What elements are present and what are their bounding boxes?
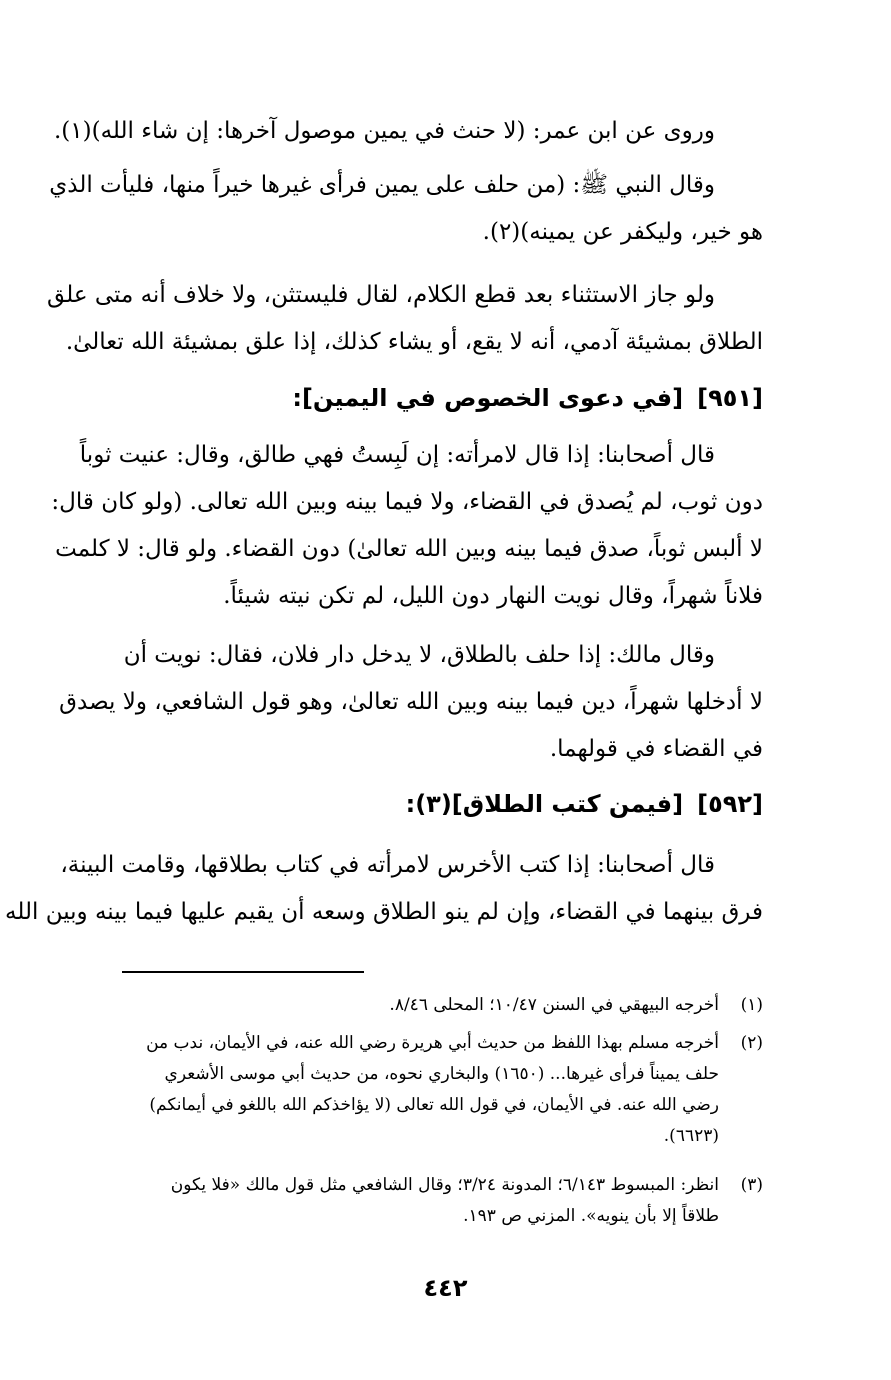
footnote-line: رضي الله عنه. في الأيمان، في قول الله تعالى (لا يؤاخذكم الله باللغو في أيمانكم): [149, 1095, 719, 1115]
footnote-1: [18, 990, 763, 1021]
footnote-3: [18, 1170, 763, 1232]
section-heading-592: [406, 790, 763, 818]
text-line: الطلاق بمشيئة آدمي، أنه لا يقع، أو يشاء كذلك، إذا علق بمشيئة الله تعالىٰ.: [65, 329, 763, 355]
footnote-line: حلف يميناً فرأى غيرها... (١٦٥٠) والبخاري نحوه، من حديث أبي موسى الأشعري: [164, 1064, 719, 1084]
text-line: قال أصحابنا: إذا قال لامرأته: إن لَبِستُ فهي طالق، وقال: عنيت ثوباً: [79, 442, 715, 468]
text-line: فلاناً شهراً، وقال نويت النهار دون الليل، لم تكن نيته شيئاً.: [223, 583, 763, 609]
footnote-marker: (١): [740, 995, 763, 1015]
text-line: وروى عن ابن عمر: (لا حنث في يمين موصول آخرها: إن شاء الله)(١).: [53, 118, 715, 144]
text-line: فرق بينهما في القضاء، وإن لم ينو الطلاق وسعه أن يقيم عليها فيما بينه وبين الله: [5, 899, 763, 925]
footnote-separator: [122, 971, 364, 973]
footnote-2: [18, 1028, 763, 1152]
paragraph-2: [18, 162, 763, 256]
text-line: وقال النبي ﷺ: (من حلف على يمين فرأى غيرها خيراً منها، فليأت الذي: [49, 172, 715, 198]
paragraph-3: [18, 272, 763, 366]
text-line: في القضاء في قولهما.: [549, 736, 763, 762]
paragraph-6: [5, 842, 763, 936]
paragraph-4: [18, 432, 763, 620]
section-number: [٩٥١]: [697, 384, 763, 412]
section-title: [في دعوى الخصوص في اليمين]:: [292, 384, 684, 412]
footnote-line: انظر: المبسوط ٦/١٤٣؛ المدونة ٣/٢٤؛ وقال الشافعي مثل قول مالك «فلا يكون: [170, 1175, 719, 1195]
section-title: [فيمن كتب الطلاق](٣):: [405, 790, 684, 818]
footnote-line: أخرجه مسلم بهذا اللفظ من حديث أبي هريرة رضي الله عنه، في الأيمان، ندب من: [146, 1033, 719, 1053]
text-line: وقال مالك: إذا حلف بالطلاق، لا يدخل دار فلان، فقال: نويت أن: [123, 642, 715, 668]
paragraph-1: [18, 108, 763, 155]
text-line: قال أصحابنا: إذا كتب الأخرس لامرأته في كتاب بطلاقها، وقامت البينة،: [60, 852, 715, 878]
text-line: لا أدخلها شهراً، دين فيما بينه وبين الله تعالىٰ، وهو قول الشافعي، ولا يصدق: [59, 689, 763, 715]
footnote-line: (٦٦٢٣).: [663, 1126, 719, 1146]
section-heading-951: [292, 384, 763, 412]
text-line: دون ثوب، لم يُصدق في القضاء، ولا فيما بينه وبين الله تعالى. (ولو كان قال:: [51, 489, 763, 515]
section-number: [٥٩٢]: [697, 790, 763, 818]
text-line: هو خير، وليكفر عن يمينه)(٢).: [482, 219, 763, 245]
text-line: لا ألبس ثوباً، صدق فيما بينه وبين الله تعالىٰ) دون القضاء. ولو قال: لا كلمت: [55, 536, 763, 562]
footnote-marker: (٢): [740, 1033, 763, 1053]
page-number: ٤٤٢: [423, 1274, 468, 1302]
text-line: ولو جاز الاستثناء بعد قطع الكلام، لقال فليستثن، ولا خلاف أنه متى علق: [47, 282, 715, 308]
footnote-line: طلاقاً إلا بأن ينويه». المزني ص ١٩٣.: [463, 1206, 719, 1226]
footnote-marker: (٣): [740, 1175, 763, 1195]
paragraph-5: [18, 632, 763, 773]
footnote-line: أخرجه البيهقي في السنن ١٠/٤٧؛ المحلى ٨/٤٦.: [389, 995, 719, 1015]
